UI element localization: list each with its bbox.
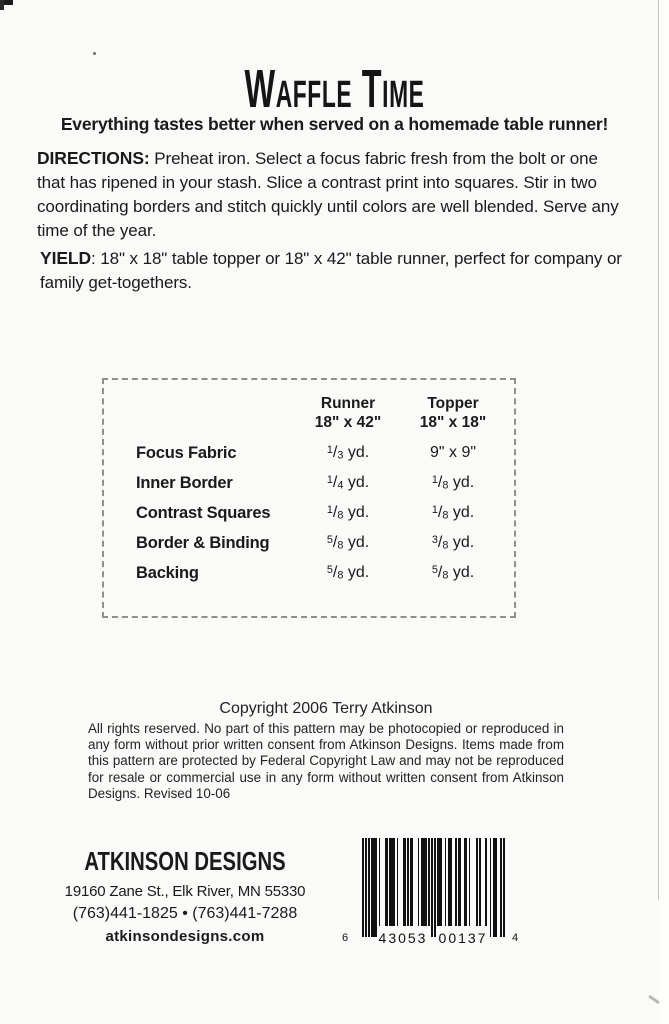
company-address: 19160 Zane St., Elk River, MN 55330: [64, 883, 306, 900]
yield-text: : 18" x 18" table topper or 18" x 42" table runner, perfect for company or family get-togethers.: [40, 249, 622, 292]
column-header-topper: [398, 394, 508, 444]
runner-value: $^1$/3 yd.: [326, 444, 370, 462]
materials-row-label: Inner Border: [136, 474, 233, 492]
materials-box: [102, 378, 516, 618]
yield-paragraph: [40, 246, 626, 295]
materials-row-label: Backing: [136, 564, 199, 582]
topper-value: $^1$/8 yd.: [431, 504, 475, 522]
upc-barcode: [340, 836, 536, 952]
topper-value: $^3$/8 yd.: [431, 534, 475, 552]
barcode-bars: [362, 838, 505, 937]
scan-artifact-dot: [93, 52, 96, 55]
materials-row-label: Focus Fabric: [136, 444, 237, 462]
topper-value: $^1$/8 yd.: [431, 474, 475, 492]
company-website: atkinsondesigns.com: [105, 928, 265, 945]
materials-header-spacer: [136, 394, 298, 444]
directions-label: DIRECTIONS:: [37, 148, 150, 168]
topper-value: 9" x 9": [429, 444, 477, 461]
materials-table: [104, 380, 514, 594]
materials-row-label: Border & Binding: [136, 534, 270, 552]
materials-row-label: Contrast Squares: [136, 504, 271, 522]
yield-label: YIELD: [40, 248, 92, 268]
runner-column-size: 18" x 42": [314, 414, 382, 431]
copyright-body: All rights reserved. No part of this pattern may be photocopied or reproduced in any form without prior written consent from Atkinson Designs. Items made from this pattern are protected by Federal Copyright Law and may not be reproduced for resale or commercial use in any form without written consent from Atkinson Designs. Revised 10-06: [88, 721, 564, 801]
directions-paragraph: [37, 146, 623, 243]
runner-value: $^5$/8 yd.: [326, 564, 370, 582]
company-name: ATKINSON DESIGNS: [84, 846, 286, 876]
page-title: Waffle Time: [244, 59, 425, 119]
tagline: Everything tastes better when served on a homemade table runner!: [60, 114, 609, 134]
barcode-left-digit: 6: [342, 932, 349, 944]
topper-column-name: Topper: [427, 395, 479, 412]
directions-text: Preheat iron. Select a focus fabric fresh from the bolt or one that has ripened in your stash. Slice a contrast print into squares. Stir in two coordinating borders and stitch quickly until colors are well blended. Serve any time of the year.: [37, 149, 619, 240]
runner-value: $^1$/4 yd.: [326, 474, 370, 492]
scan-edge-line: [658, 0, 659, 900]
company-phones: (763)441-1825 • (763)441-7288: [72, 905, 298, 922]
barcode-right-digit: 4: [512, 932, 519, 944]
runner-value: $^5$/8 yd.: [326, 534, 370, 552]
topper-column-size: 18" x 18": [419, 414, 487, 431]
publisher-block: [28, 846, 342, 945]
runner-value: $^1$/8 yd.: [326, 504, 370, 522]
scan-edge-margin: [659, 0, 669, 1024]
topper-value: $^5$/8 yd.: [431, 564, 475, 582]
column-header-runner: [298, 394, 398, 444]
runner-column-name: Runner: [320, 395, 376, 412]
copyright-heading: Copyright 2006 Terry Atkinson: [219, 700, 433, 717]
barcode-group2: 00137: [438, 930, 488, 946]
scan-artifact-corner2: [0, 0, 4, 10]
barcode-group1: 43053: [378, 930, 428, 946]
